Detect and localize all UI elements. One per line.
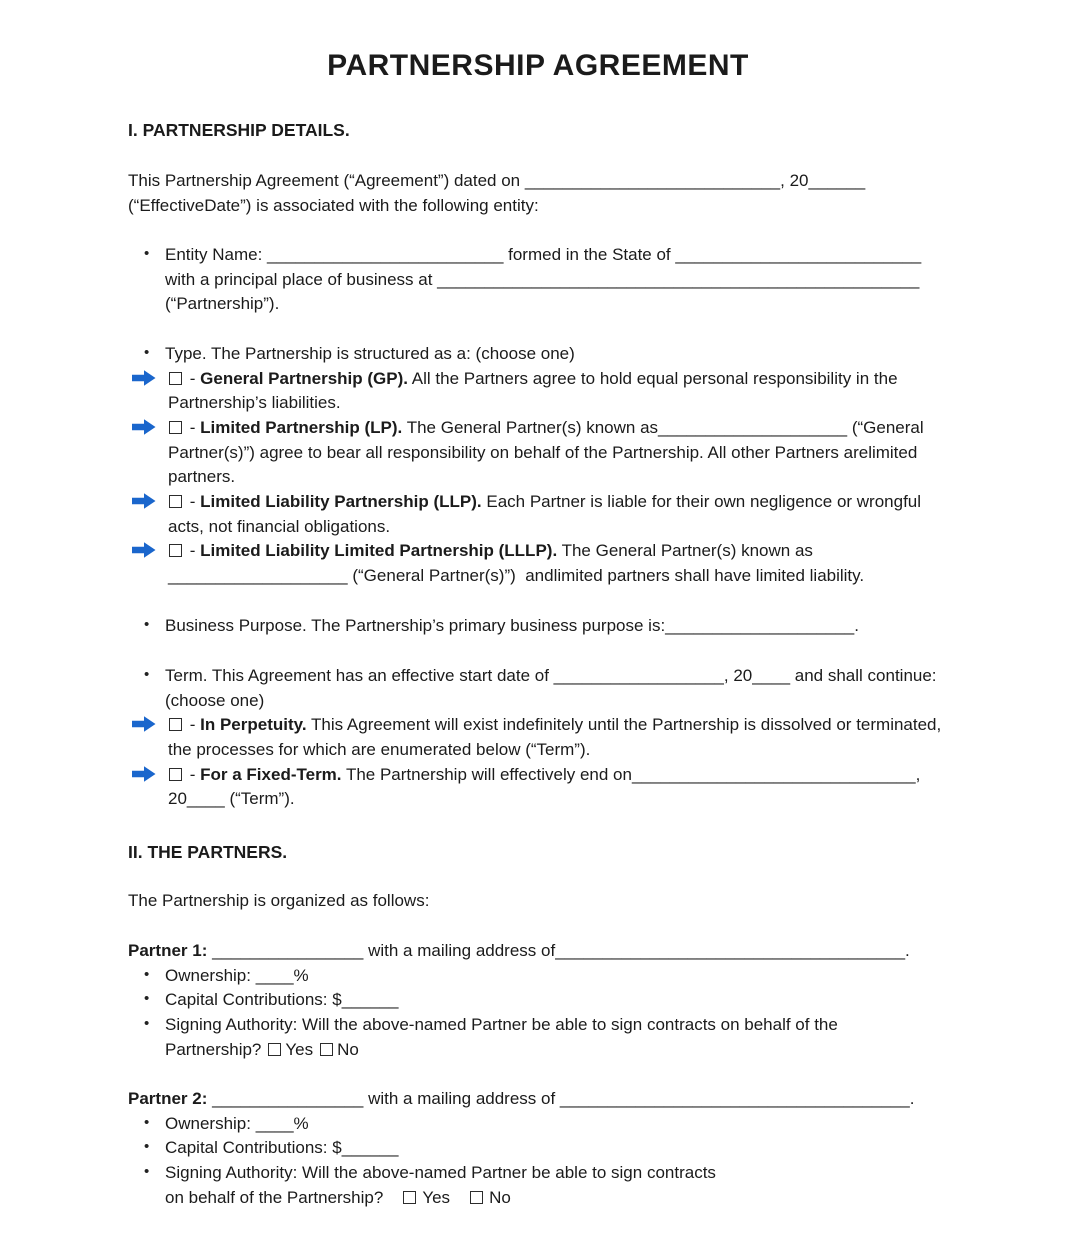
term-text: Term. This Agreement has an effective start date of __________________, 20____ and shall continue: (choose one) (165, 666, 937, 710)
option-text: This Agreement will exist indefinitely until the Partnership is dissolved or terminated, the processes for which are enumerated below (“Term”). (168, 715, 942, 760)
business-purpose-text: Business Purpose. The Partnership’s primary business purpose is:____________________. (165, 616, 859, 636)
bullet-icon (144, 342, 156, 364)
bullet-icon (144, 243, 156, 265)
partner-address-text: ________________ with a mailing address of _____________________________________. (212, 1089, 915, 1109)
entity-name-text: Entity Name: _________________________ formed in the State of __________________________ with a principal place of business at ___________________________________________________ (“Partnership”). (165, 245, 922, 314)
section-heading-the-partners: II. THE PARTNERS. (128, 841, 288, 862)
yes-checkbox-icon[interactable] (403, 1191, 416, 1204)
checkbox-icon[interactable] (169, 544, 182, 557)
signing-line-2 (165, 1038, 948, 1063)
signing-question: Partnership? (165, 1039, 262, 1059)
bullet-icon (144, 614, 156, 636)
option-text: The Partnership will effectively end on______________________________, 20____ (“Term”). (168, 764, 921, 809)
type-option-llp (128, 490, 948, 539)
no-checkbox-icon[interactable] (470, 1191, 483, 1204)
partner-label: Partner 2: (128, 1089, 208, 1109)
bullet-icon (144, 664, 156, 686)
ownership-item (128, 1112, 948, 1137)
checkbox-icon[interactable] (169, 718, 182, 731)
yes-label: Yes (422, 1187, 451, 1207)
partner-address-line (128, 1087, 948, 1112)
ownership-text: Ownership: ____% (165, 1113, 309, 1133)
signing-line-2 (165, 1186, 948, 1211)
option-text: The General Partner(s) known as____________________ (“General Partner(s)”) agree to bear all responsibility on behalf of the Partnership. All other Partners arelimited partners. (168, 418, 924, 487)
option-dash: - (189, 715, 196, 735)
no-label: No (337, 1039, 359, 1059)
term-option-fixed (128, 763, 948, 812)
capital-item (128, 988, 948, 1013)
type-option-gp (128, 367, 948, 416)
partner-address-line (128, 939, 948, 964)
option-dash: - (189, 541, 196, 561)
yes-checkbox-icon[interactable] (268, 1043, 281, 1056)
option-dash: - (189, 764, 196, 784)
blue-arrow-icon (132, 766, 156, 782)
checkbox-icon[interactable] (169, 372, 182, 385)
signing-question: on behalf of the Partnership? (165, 1187, 384, 1207)
blue-arrow-icon (132, 370, 156, 386)
entity-name-item (128, 243, 948, 317)
option-label: Limited Partnership (LP). (200, 418, 403, 437)
section-heading-partnership-details: I. PARTNERSHIP DETAILS. (128, 119, 350, 140)
signing-authority-text (165, 1161, 948, 1210)
option-label: Limited Liability Limited Partnership (LLLP). (200, 541, 558, 561)
signing-authority-item (128, 1161, 948, 1210)
bullet-icon (144, 1136, 156, 1158)
type-text: Type. The Partnership is structured as a: (choose one) (165, 344, 575, 364)
checkbox-icon[interactable] (169, 495, 182, 508)
type-option-lp (128, 416, 948, 490)
type-item (128, 342, 948, 367)
type-option-lllp (128, 539, 948, 588)
capital-text: Capital Contributions: $______ (165, 1138, 399, 1158)
partner-1-section (128, 939, 948, 1062)
signing-authority-text (165, 1013, 948, 1062)
document-title: PARTNERSHIP AGREEMENT (327, 49, 749, 82)
blue-arrow-icon (132, 493, 156, 509)
bullet-icon (144, 1112, 156, 1134)
bullet-icon (144, 988, 156, 1010)
bullet-icon (144, 964, 156, 986)
option-text: All the Partners agree to hold equal personal responsibility in the Partnership’s liabilities. (168, 368, 898, 413)
partner-address-text: ________________ with a mailing address of_____________________________________. (212, 940, 910, 960)
bullet-icon (144, 1013, 156, 1035)
option-dash: - (189, 418, 196, 437)
option-label: For a Fixed-Term. (200, 764, 342, 784)
blue-arrow-icon (132, 419, 156, 435)
option-dash: - (189, 368, 196, 388)
yes-label: Yes (285, 1039, 314, 1059)
signing-line-1: Signing Authority: Will the above-named Partner be able to sign contracts on behalf of the (165, 1014, 838, 1034)
capital-item (128, 1136, 948, 1161)
no-label: No (489, 1187, 511, 1207)
blue-arrow-icon (132, 716, 156, 732)
option-text: Each Partner is liable for their own negligence or wrongful acts, not financial obligations. (168, 491, 922, 536)
option-label: In Perpetuity. (200, 715, 307, 735)
capital-text: Capital Contributions: $______ (165, 990, 399, 1010)
ownership-item (128, 964, 948, 989)
blue-arrow-icon (132, 542, 156, 558)
partner-2-section (128, 1087, 948, 1210)
partners-intro: The Partnership is organized as follows: (128, 891, 430, 911)
option-text: The General Partner(s) known as ___________________ (“General Partner(s)”) andlimited partners shall have limited liability. (168, 541, 865, 585)
signing-line-1: Signing Authority: Will the above-named Partner be able to sign contracts (165, 1163, 716, 1183)
term-item (128, 664, 948, 713)
term-option-perpetuity (128, 713, 948, 762)
checkbox-icon[interactable] (169, 421, 182, 434)
option-label: Limited Liability Partnership (LLP). (200, 491, 482, 511)
partner-label: Partner 1: (128, 940, 208, 960)
checkbox-icon[interactable] (169, 768, 182, 781)
signing-authority-item (128, 1013, 948, 1062)
business-purpose-item (128, 614, 948, 639)
option-label: General Partnership (GP). (200, 368, 408, 388)
option-dash: - (189, 491, 196, 511)
bullet-icon (144, 1161, 156, 1183)
intro-paragraph: This Partnership Agreement (“Agreement”) dated on ___________________________, 20______ (“EffectiveDate”) is associated with the following entity: (128, 170, 866, 215)
ownership-text: Ownership: ____% (165, 965, 309, 985)
no-checkbox-icon[interactable] (320, 1043, 333, 1056)
